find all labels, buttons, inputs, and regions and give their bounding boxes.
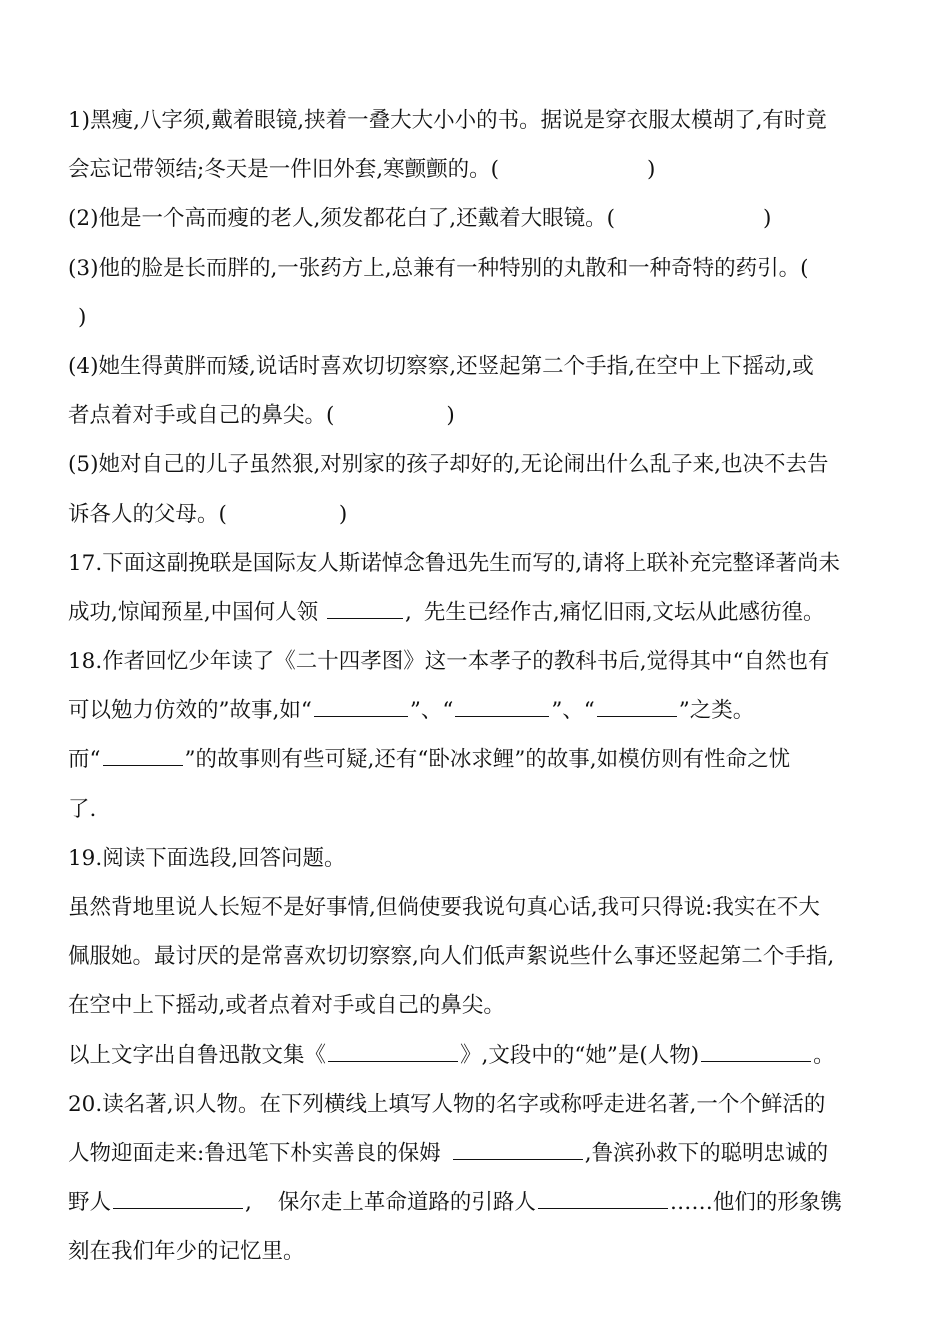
q18-line2 — [68, 686, 876, 735]
q19-passage-line1 — [68, 883, 876, 932]
worksheet-page — [68, 96, 876, 1277]
q16-item5-close-paren: ) — [338, 501, 348, 527]
q16-item1-line1 — [68, 96, 876, 145]
q16-item4-text-cont: 者点着对手或自己的鼻尖。( — [68, 403, 335, 429]
q19-answer-blank-book[interactable] — [328, 1043, 458, 1062]
q16-item2-text: (2)他是一个高而瘦的老人,须发都花白了,还戴着大眼镜。( — [68, 206, 616, 232]
q16-item3-text: (3)他的脸是长而胖的,一张药方上,总兼有一种特别的丸散和一种奇特的药引。( — [68, 255, 809, 281]
q17-text-end: 先生已经作古,痛忆旧雨,文坛从此感彷徨。 — [423, 599, 825, 625]
q19-question-line — [68, 1031, 876, 1080]
q18-line3 — [68, 735, 876, 784]
q16-item5-line1 — [68, 440, 876, 489]
q17-answer-blank[interactable] — [327, 600, 403, 619]
q19-answer-blank-person[interactable] — [701, 1043, 811, 1062]
q16-item4-close-paren: ) — [446, 403, 455, 429]
q16-item4-line2 — [68, 391, 876, 440]
q19-passage-text-1: 虽然背地里说人长短不是好事情,但倘使要我说句真心话,我可只得说:我实在不大 — [68, 895, 820, 920]
q18-text-cont: 可以勉力仿效的”故事,如“ — [68, 698, 312, 724]
q19-title-line — [68, 834, 876, 883]
q18-line4 — [68, 785, 876, 834]
q20-text: 20.读名著,识人物。在下列横线上填写人物的名字或称呼走进名著,一个个鲜活的 — [68, 1091, 826, 1117]
q19-passage-line2 — [68, 932, 876, 981]
q17-comma: , — [405, 599, 412, 625]
q16-item1-line2 — [68, 145, 876, 194]
q20-answer-blank-mentor[interactable] — [538, 1190, 668, 1209]
q16-item1-text: 1)黑瘦,八字须,戴着眼镜,挟着一叠大大小小的书。据说是穿衣服太模胡了,有时竟 — [68, 108, 827, 133]
q16-item2-close-paren: ) — [763, 206, 772, 232]
q20-text-cont: 人物迎面走来:鲁迅笔下朴实善良的保姆 — [68, 1140, 441, 1166]
q18-separator-2: ”、“ — [551, 698, 595, 724]
q18-text-end: ”之类。 — [678, 698, 755, 724]
q19-passage-text-2: 佩服她。最讨厌的是常喜欢切切察察,向人们低声絮说些什么事还竖起第二个手指, — [68, 944, 835, 970]
q18-text-line3-start: 而“ — [68, 747, 101, 773]
q16-item2-line — [68, 194, 876, 243]
q17-line1 — [68, 539, 876, 588]
q20-line3 — [68, 1178, 876, 1227]
q16-item5-text-cont: 诉各人的父母。( — [68, 501, 227, 527]
q16-item4-text: (4)她生得黄胖而矮,说话时喜欢切切察察,还竖起第二个手指,在空中上下摇动,或 — [68, 353, 814, 379]
q20-text-line3-mid: 保尔走上革命道路的引路人 — [277, 1190, 536, 1216]
q18-separator-1: ”、“ — [409, 698, 454, 724]
q20-line4 — [68, 1227, 876, 1276]
q18-text-line3: ”的故事则有些可疑,还有“卧冰求鲤”的故事,如模仿则有性命之忧 — [184, 747, 791, 773]
q20-text-cont-2: ,鲁滨孙救下的聪明忠诚的 — [584, 1140, 829, 1166]
q16-item4-line1 — [68, 342, 876, 391]
q19-period: 。 — [813, 1042, 835, 1068]
q17-line2 — [68, 588, 876, 637]
q16-item5-text: (5)她对自己的儿子虽然狠,对别家的孩子却好的,无论闹出什么乱子来,也决不去告 — [68, 452, 829, 478]
q16-item3-close-paren: ) — [78, 304, 87, 330]
q19-passage-text-3: 在空中上下摇动,或者点着对手或自己的鼻尖。 — [68, 993, 505, 1019]
q16-item1-text-cont: 会忘记带领结;冬天是一件旧外套,寒颤颤的。( — [68, 157, 499, 183]
q18-answer-blank-3[interactable] — [597, 698, 677, 717]
q18-text-line4: 了. — [68, 796, 97, 822]
q20-text-line4: 刻在我们年少的记忆里。 — [68, 1239, 305, 1265]
q20-comma: , — [245, 1190, 252, 1216]
q20-text-line3-end: ……他们的形象镌 — [669, 1190, 842, 1216]
q16-item1-close-paren: ) — [646, 157, 656, 183]
q18-answer-blank-1[interactable] — [314, 698, 408, 717]
q17-text-cont: 成功,惊闻预星,中国何人领 — [68, 599, 319, 625]
q20-answer-blank-nanny[interactable] — [453, 1141, 583, 1160]
q18-text: 18.作者回忆少年读了《二十四孝图》这一本孝子的教科书后,觉得其中“自然也有 — [68, 649, 830, 675]
q18-answer-blank-4[interactable] — [103, 747, 183, 766]
q18-answer-blank-2[interactable] — [455, 698, 549, 717]
q19-passage-line3 — [68, 981, 876, 1030]
q20-line2 — [68, 1129, 876, 1178]
q20-text-line3-start: 野人 — [68, 1190, 112, 1216]
q19-question-text: 以上文字出自鲁迅散文集《 — [68, 1042, 327, 1068]
q20-line1 — [68, 1080, 876, 1129]
q18-line1 — [68, 637, 876, 686]
q19-question-text-cont: 》,文段中的“她”是(人物) — [460, 1042, 700, 1068]
q16-item5-line2 — [68, 490, 876, 539]
q16-item3-line2 — [68, 293, 876, 342]
q16-item3-line1 — [68, 244, 876, 293]
q20-answer-blank-savage[interactable] — [113, 1190, 243, 1209]
q17-text: 17.下面这副挽联是国际友人斯诺悼念鲁迅先生而写的,请将上联补充完整译著尚未 — [68, 550, 841, 576]
q19-title: 19.阅读下面选段,回答问题。 — [68, 845, 346, 871]
